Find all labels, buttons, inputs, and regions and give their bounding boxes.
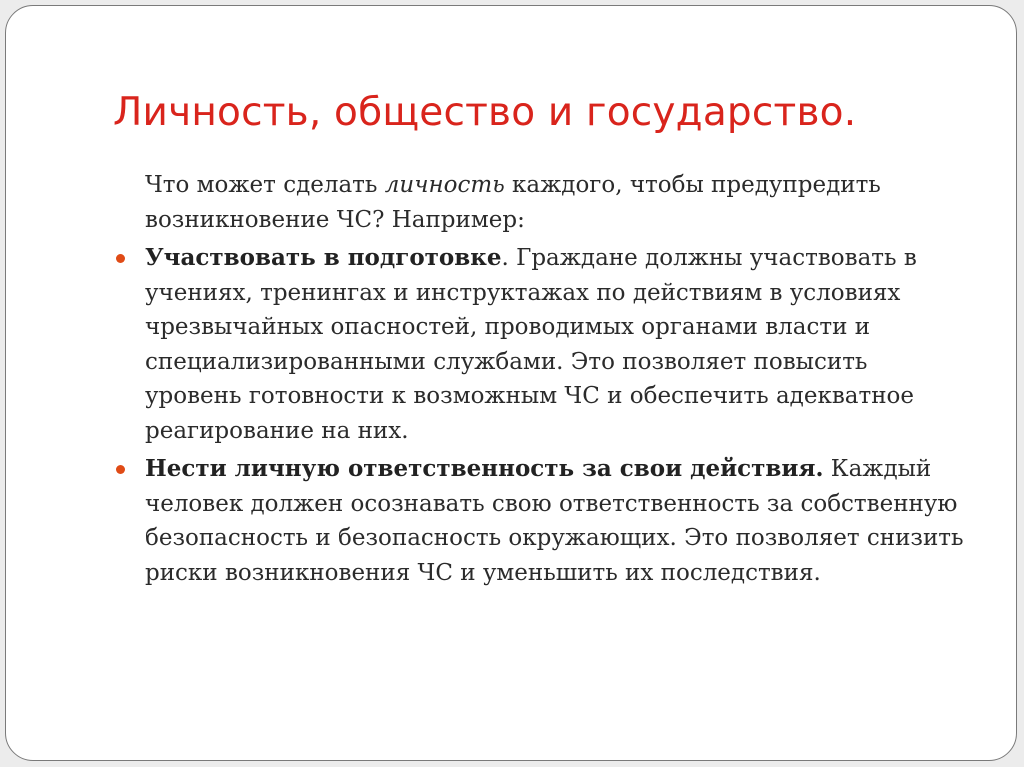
bullet-item-preparation <box>145 241 965 448</box>
bullet-text: . Граждане должны участвовать в учениях, тренингах и инструктажах по действиям в условиях чрезвычайных опасностей, проводимых органами власти и специализированными службами. Это позволяет повысить уровень готовности к возможным ЧС и обеспечить адекватное реагирование на них. <box>145 245 917 444</box>
slide-body <box>145 168 965 594</box>
intro-text-end: каждого, чтобы предупредить возникновение ЧС? Например: <box>145 172 881 233</box>
bullet-text: Каждый человек должен осознавать свою ответственность за собственную безопасность и безопасность окружающих. Это позволяет снизить риски возникновения ЧС и уменьшить их последствия. <box>145 456 964 586</box>
slide-title: Личность, общество и государство. <box>113 90 857 135</box>
intro-emphasis: личность <box>384 172 505 198</box>
bullet-item-responsibility <box>145 452 965 590</box>
slide-frame <box>5 5 1017 761</box>
intro-text-start: Что может сделать <box>145 172 385 198</box>
bullet-heading: Участвовать в подготовке <box>145 244 502 271</box>
bullet-heading: Нести личную ответственность за свои действия. <box>145 455 824 482</box>
intro-paragraph <box>145 168 965 237</box>
